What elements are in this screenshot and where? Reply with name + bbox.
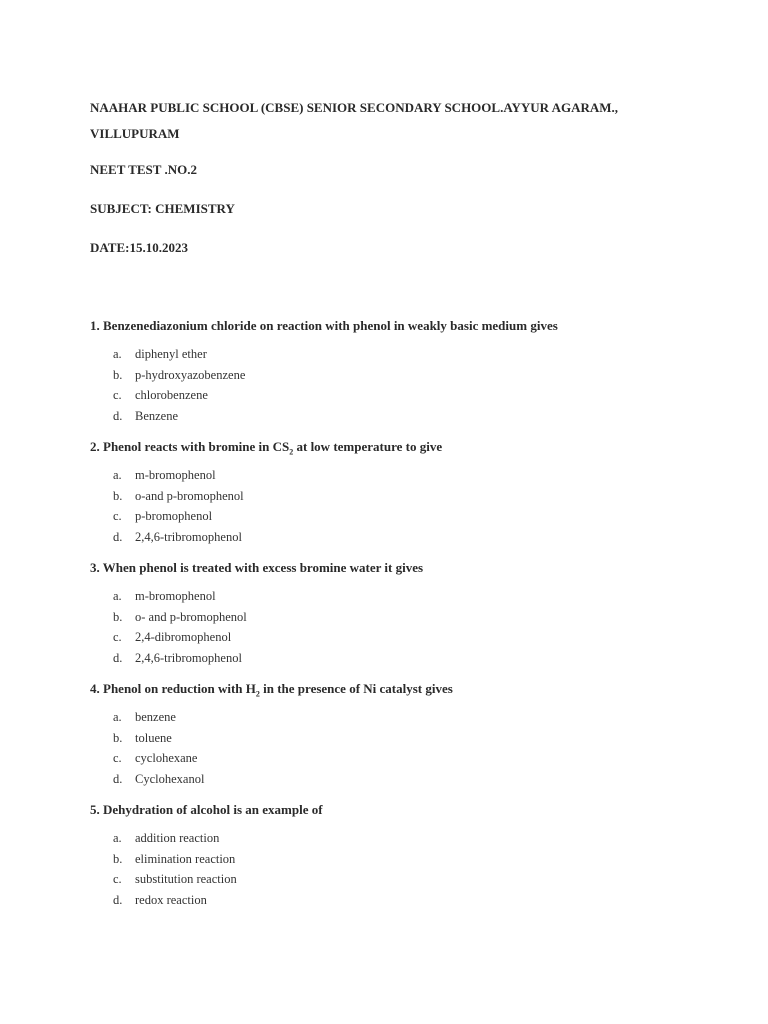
- question-text: 1. Benzenediazonium chloride on reaction with phenol in weakly basic medium gives: [90, 318, 558, 333]
- option-letter: d.: [113, 892, 123, 907]
- option-item: [113, 852, 237, 873]
- option-text: chlorobenzene: [135, 388, 208, 403]
- test-title: NEET TEST .NO.2: [90, 162, 197, 177]
- school-name-line1: NAAHAR PUBLIC SCHOOL (CBSE) SENIOR SECONDARY SCHOOL.AYYUR AGARAM.,: [90, 100, 619, 115]
- question-text: 2. Phenol reacts with bromine in CS: [90, 439, 290, 454]
- option-item: [113, 468, 244, 489]
- option-item: [113, 368, 245, 389]
- option-text: m-bromophenol: [135, 589, 216, 603]
- option-item: [113, 710, 204, 731]
- school-name-line2: VILLUPURAM: [90, 126, 180, 141]
- school-name: [90, 95, 618, 147]
- option-text: diphenyl ether: [135, 347, 207, 361]
- option-item: [113, 731, 204, 752]
- option-letter: c.: [113, 872, 122, 887]
- option-text: cyclohexane: [135, 751, 198, 766]
- option-letter: b.: [113, 367, 123, 382]
- question-text: in the presence of Ni catalyst gives: [259, 681, 453, 696]
- option-text: 2,4,6-tribromophenol: [135, 529, 242, 544]
- subject-line: SUBJECT: CHEMISTRY: [90, 201, 235, 216]
- option-letter: d.: [113, 529, 123, 544]
- option-letter: a.: [113, 468, 122, 482]
- question-text: at low temperature to give: [293, 439, 443, 454]
- option-letter: b.: [113, 730, 123, 745]
- option-letter: a.: [113, 347, 122, 361]
- option-letter: a.: [113, 831, 122, 845]
- option-item: [113, 651, 247, 672]
- option-text: Benzene: [135, 408, 179, 423]
- option-item: [113, 610, 247, 631]
- date-line: DATE:15.10.2023: [90, 240, 188, 255]
- options-list-1: [113, 347, 245, 429]
- option-letter: b.: [113, 851, 123, 866]
- option-item: [113, 831, 237, 852]
- option-letter: c.: [113, 388, 122, 403]
- option-item: [113, 489, 244, 510]
- option-letter: d.: [113, 771, 123, 786]
- options-list-2: [113, 468, 244, 550]
- option-text: 2,4-dibromophenol: [135, 630, 232, 645]
- option-text: addition reaction: [135, 831, 220, 845]
- options-list-5: [113, 831, 237, 913]
- question-4: [90, 681, 453, 699]
- option-letter: d.: [113, 650, 123, 665]
- option-letter: b.: [113, 488, 123, 503]
- option-letter: b.: [113, 609, 123, 624]
- option-item: [113, 589, 247, 610]
- option-item: [113, 530, 244, 551]
- question-text: 3. When phenol is treated with excess bromine water it gives: [90, 560, 424, 575]
- option-letter: d.: [113, 408, 123, 423]
- option-text: o- and p-bromophenol: [135, 609, 247, 624]
- subscript: 2: [289, 447, 294, 457]
- question-3: [90, 560, 423, 576]
- option-text: redox reaction: [135, 892, 207, 907]
- option-letter: c.: [113, 630, 122, 645]
- option-text: m-bromophenol: [135, 468, 216, 482]
- options-list-3: [113, 589, 247, 671]
- option-letter: c.: [113, 751, 122, 766]
- question-text: 5. Dehydration of alcohol is an example of: [90, 802, 323, 817]
- option-text: substitution reaction: [135, 872, 237, 887]
- option-letter: a.: [113, 710, 122, 724]
- option-text: Cyclohexanol: [135, 771, 205, 786]
- option-item: [113, 772, 204, 793]
- question-5: [90, 802, 323, 818]
- option-text: 2,4,6-tribromophenol: [135, 650, 242, 665]
- option-item: [113, 409, 245, 430]
- option-letter: a.: [113, 589, 122, 603]
- option-item: [113, 872, 237, 893]
- option-text: benzene: [135, 710, 176, 724]
- question-1: [90, 318, 558, 334]
- subscript: 2: [255, 689, 260, 699]
- option-text: p-bromophenol: [135, 509, 213, 524]
- option-letter: c.: [113, 509, 122, 524]
- option-item: [113, 751, 204, 772]
- option-item: [113, 630, 247, 651]
- option-item: [113, 388, 245, 409]
- option-text: o-and p-bromophenol: [135, 488, 244, 503]
- option-text: elimination reaction: [135, 851, 236, 866]
- option-item: [113, 347, 245, 368]
- question-text: 4. Phenol on reduction with H: [90, 681, 256, 696]
- option-item: [113, 893, 237, 914]
- question-2: [90, 439, 442, 457]
- option-item: [113, 509, 244, 530]
- options-list-4: [113, 710, 204, 792]
- option-text: p-hydroxyazobenzene: [135, 367, 246, 382]
- option-text: toluene: [135, 730, 172, 745]
